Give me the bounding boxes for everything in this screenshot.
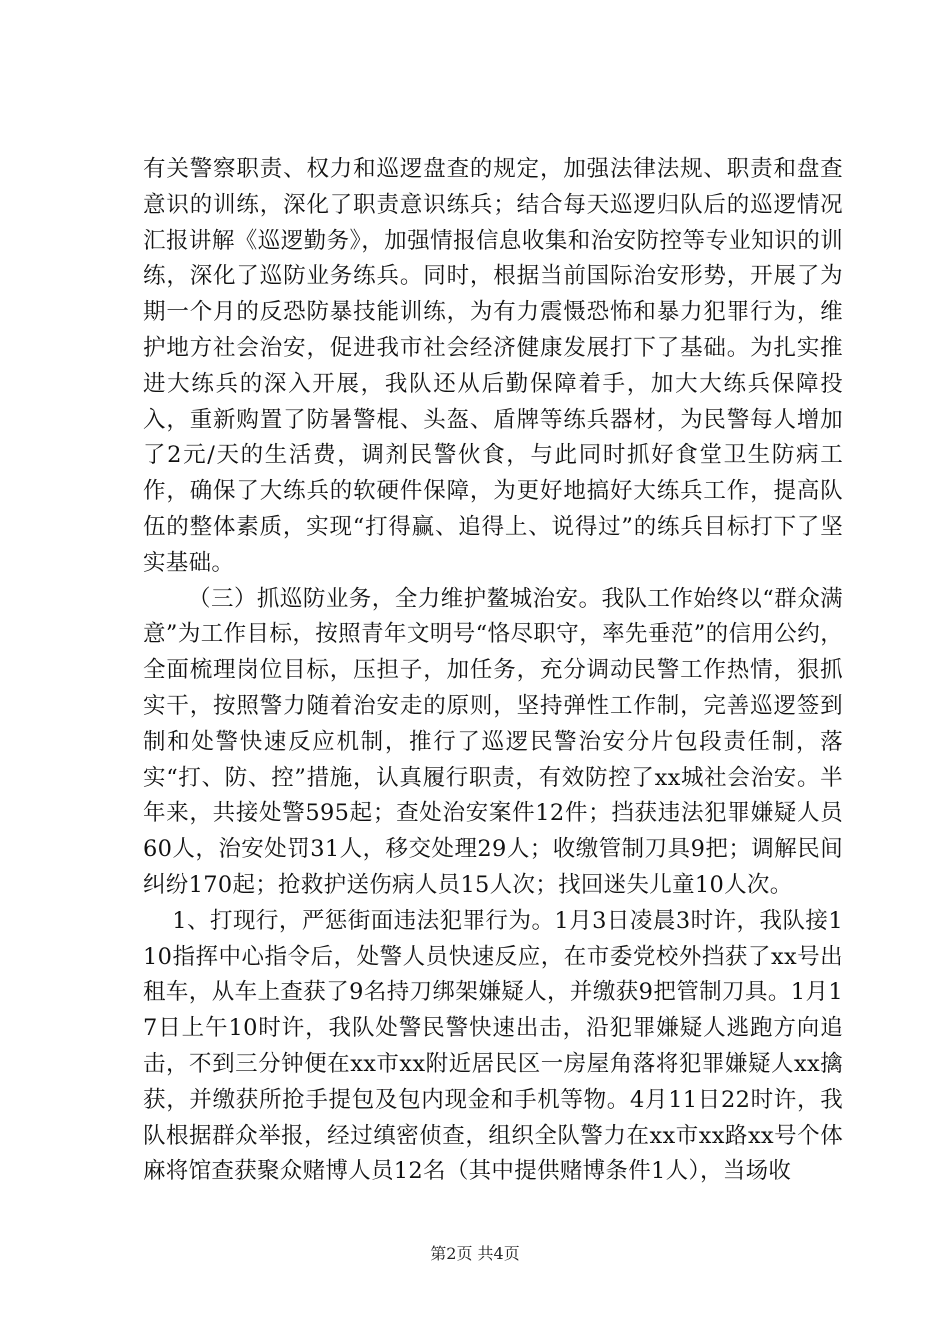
paragraph-crackdown: 1、打现行，严惩街面违法犯罪行为。1月3日凌晨3时许，我队接110指挥中心指令后，处警人员快速反应，在市委党校外挡获了xx号出租车，从车上查获了9名持刀绑架嫌疑人，并缴获9把管制刀具。1月17日上午10时许，我队处警民警快速出击，沿犯罪嫌疑人逃跑方向追击，不到三分钟便在xx市xx附近居民区一房屋角落将犯罪嫌疑人xx擒获，并缴获所抢手提包及包内现金和手机等物。4月11日22时许，我队根据群众举报，经过缜密侦查，组织全队警力在xx市xx路xx号个体麻将馆查获聚众赌博人员12名（其中提供赌博条件1人），当场收 (143, 907, 843, 1185)
document-body (143, 152, 843, 1190)
paragraph-training: 有关警察职责、权力和巡逻盘查的规定，加强法律法规、职责和盘查意识的训练，深化了职责意识练兵；结合每天巡逻归队后的巡逻情况汇报讲解《巡逻勤务》，加强情报信息收集和治安防控等专业知识的训练，深化了巡防业务练兵。同时，根据当前国际治安形势，开展了为期一个月的反恐防暴技能训练，为有力震慑恐怖和暴力犯罪行为，维护地方社会治安，促进我市社会经济健康发展打下了基础。为扎实推进大练兵的深入开展，我队还从后勤保障着手，加大大练兵保障投入，重新购置了防暑警棍、头盔、盾牌等练兵器材，为民警每人增加了2元/天的生活费，调剂民警伙食，与此同时抓好食堂卫生防病工作，确保了大练兵的软硬件保障，为更好地搞好大练兵工作，提高队伍的整体素质，实现“打得赢、追得上、说得过”的练兵目标打下了坚实基础。 (143, 156, 843, 576)
page-number-footer: 第2页 共4页 (430, 1244, 520, 1263)
paragraph-patrol-business: （三）抓巡防业务，全力维护鳌城治安。我队工作始终以“群众满意”为工作目标，按照青年文明号“恪尽职守，率先垂范”的信用公约，全面梳理岗位目标，压担子，加任务，充分调动民警工作热情，狠抓实干，按照警力随着治安走的原则，坚持弹性工作制，完善巡逻签到制和处警快速反应机制，推行了巡逻民警治安分片包段责任制，落实“打、防、控”措施，认真履行职责，有效防控了xx城社会治安。半年来，共接处警595起；查处治安案件12件；挡获违法犯罪嫌疑人员60人，治安处罚31人，移交处理29人；收缴管制刀具9把；调解民间纠纷170起；抢救护送伤病人员15人次；找回迷失儿童10人次。 (143, 585, 843, 898)
